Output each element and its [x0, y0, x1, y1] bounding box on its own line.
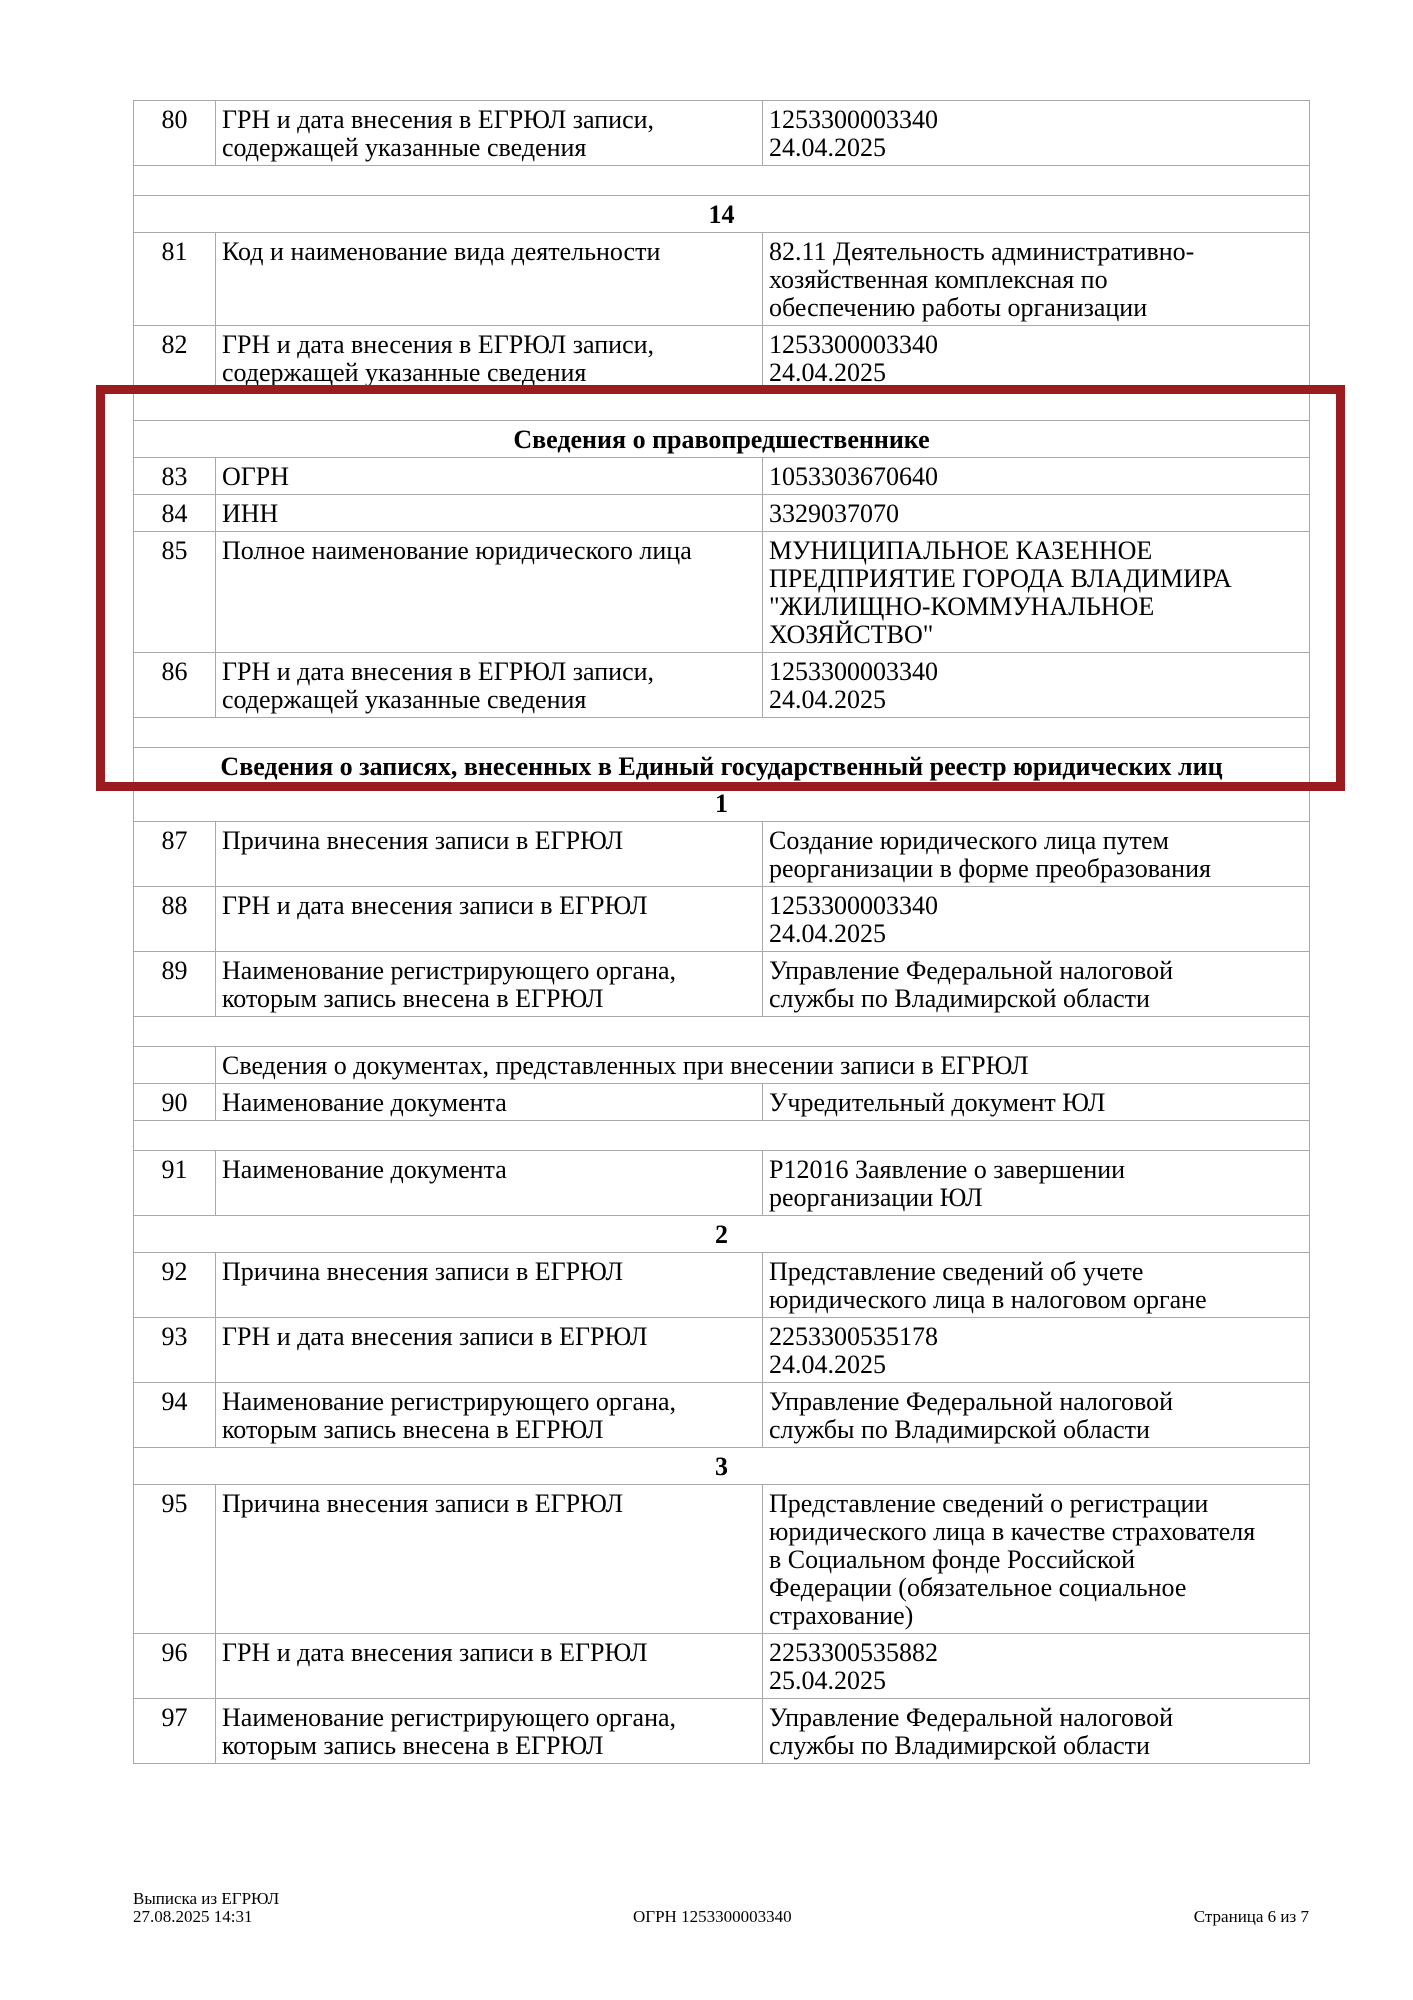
- footer-page-number: Страница 6 из 7: [1193, 1907, 1309, 1926]
- table-row: [134, 653, 1310, 718]
- footer-ogrn: ОГРН 1253300003340: [633, 1907, 792, 1926]
- record-group-number: 2: [134, 1216, 1310, 1253]
- table-row: [134, 1084, 1310, 1121]
- row-value: 1253300003340 24.04.2025: [763, 653, 1310, 718]
- section-header-row: [134, 196, 1310, 233]
- row-number: 97: [134, 1699, 216, 1764]
- row-number: 84: [134, 495, 216, 532]
- row-number: 81: [134, 233, 216, 326]
- row-value: Представление сведений об учете юридического лица в налоговом органе: [763, 1253, 1310, 1318]
- table-row: [134, 1699, 1310, 1764]
- footer-doc-info: [133, 1890, 279, 1926]
- egrul-table: [133, 100, 1310, 1764]
- row-value: 1253300003340 24.04.2025: [763, 887, 1310, 952]
- row-number: 91: [134, 1151, 216, 1216]
- table-row: [134, 1485, 1310, 1634]
- row-value: Представление сведений о регистрации юридического лица в качестве страхователя в Социальном фонде Российской Федерации (обязательное социальное страхование): [763, 1485, 1310, 1634]
- documents-title: Сведения о документах, представленных при внесении записи в ЕГРЮЛ: [216, 1047, 1310, 1084]
- table-row: [134, 532, 1310, 653]
- row-label: Причина внесения записи в ЕГРЮЛ: [216, 1253, 763, 1318]
- row-value: Учредительный документ ЮЛ: [763, 1084, 1310, 1121]
- row-number: 86: [134, 653, 216, 718]
- row-label: ИНН: [216, 495, 763, 532]
- row-number: 92: [134, 1253, 216, 1318]
- empty-cell: [134, 1047, 216, 1084]
- predecessor-title: Сведения о правопредшественнике: [134, 421, 1310, 458]
- predecessor-header-row: [134, 421, 1310, 458]
- row-value: Р12016 Заявление о завершении реорганизации ЮЛ: [763, 1151, 1310, 1216]
- row-number: 82: [134, 326, 216, 391]
- egrul-extract-page: [133, 100, 1309, 1764]
- row-label: ГРН и дата внесения записи в ЕГРЮЛ: [216, 887, 763, 952]
- documents-subheader-row: [134, 1047, 1310, 1084]
- row-value: 2253300535882 25.04.2025: [763, 1634, 1310, 1699]
- table-row: [134, 326, 1310, 391]
- table-row: [134, 952, 1310, 1017]
- row-number: 85: [134, 532, 216, 653]
- row-value: Управление Федеральной налоговой службы по Владимирской области: [763, 1383, 1310, 1448]
- row-label: ГРН и дата внесения в ЕГРЮЛ записи, содержащей указанные сведения: [216, 653, 763, 718]
- table-row: [134, 1253, 1310, 1318]
- row-label: Причина внесения записи в ЕГРЮЛ: [216, 822, 763, 887]
- table-row: [134, 458, 1310, 495]
- row-number: 89: [134, 952, 216, 1017]
- row-label: Код и наименование вида деятельности: [216, 233, 763, 326]
- record-group-number: 3: [134, 1448, 1310, 1485]
- row-label: Наименование документа: [216, 1151, 763, 1216]
- row-value: МУНИЦИПАЛЬНОЕ КАЗЕННОЕ ПРЕДПРИЯТИЕ ГОРОДА ВЛАДИМИРА "ЖИЛИЩНО-КОММУНАЛЬНОЕ ХОЗЯЙСТВО": [763, 532, 1310, 653]
- row-number: 90: [134, 1084, 216, 1121]
- row-value: 1253300003340 24.04.2025: [763, 326, 1310, 391]
- row-number: 94: [134, 1383, 216, 1448]
- row-label: Наименование регистрирующего органа, которым запись внесена в ЕГРЮЛ: [216, 1383, 763, 1448]
- row-label: ГРН и дата внесения в ЕГРЮЛ записи, содержащей указанные сведения: [216, 326, 763, 391]
- row-label: ГРН и дата внесения в ЕГРЮЛ записи, содержащей указанные сведения: [216, 101, 763, 166]
- row-value: 2253300535178 24.04.2025: [763, 1318, 1310, 1383]
- row-label: Причина внесения записи в ЕГРЮЛ: [216, 1485, 763, 1634]
- row-number: 80: [134, 101, 216, 166]
- row-value: 82.11 Деятельность административно- хозяйственная комплексная по обеспечению работы организации: [763, 233, 1310, 326]
- records-title: Сведения о записях, внесенных в Единый государственный реестр юридических лиц: [134, 748, 1310, 785]
- table-row: [134, 233, 1310, 326]
- row-value: Создание юридического лица путем реорганизации в форме преобразования: [763, 822, 1310, 887]
- section-header-row: [134, 1216, 1310, 1253]
- row-value: Управление Федеральной налоговой службы по Владимирской области: [763, 1699, 1310, 1764]
- row-label: ОГРН: [216, 458, 763, 495]
- row-label: Наименование регистрирующего органа, которым запись внесена в ЕГРЮЛ: [216, 1699, 763, 1764]
- row-value: Управление Федеральной налоговой службы по Владимирской области: [763, 952, 1310, 1017]
- row-label: Наименование документа: [216, 1084, 763, 1121]
- spacer-row: [134, 391, 1310, 421]
- row-label: ГРН и дата внесения записи в ЕГРЮЛ: [216, 1634, 763, 1699]
- row-number: 96: [134, 1634, 216, 1699]
- section-header-row: [134, 785, 1310, 822]
- records-header-row: [134, 748, 1310, 785]
- footer-doc-name: Выписка из ЕГРЮЛ: [133, 1889, 280, 1908]
- row-number: 93: [134, 1318, 216, 1383]
- spacer-row: [134, 718, 1310, 748]
- row-label: ГРН и дата внесения записи в ЕГРЮЛ: [216, 1318, 763, 1383]
- spacer-row: [134, 166, 1310, 196]
- table-row: [134, 1151, 1310, 1216]
- row-value: 1253300003340 24.04.2025: [763, 101, 1310, 166]
- table-row: [134, 822, 1310, 887]
- row-number: 95: [134, 1485, 216, 1634]
- row-number: 83: [134, 458, 216, 495]
- table-row: [134, 495, 1310, 532]
- spacer-row: [134, 1017, 1310, 1047]
- spacer-row: [134, 1121, 1310, 1151]
- row-number: 87: [134, 822, 216, 887]
- row-number: 88: [134, 887, 216, 952]
- row-label: Полное наименование юридического лица: [216, 532, 763, 653]
- row-value: 3329037070: [763, 495, 1310, 532]
- section-header-row: [134, 1448, 1310, 1485]
- row-label: Наименование регистрирующего органа, которым запись внесена в ЕГРЮЛ: [216, 952, 763, 1017]
- table-row: [134, 101, 1310, 166]
- row-value: 1053303670640: [763, 458, 1310, 495]
- table-row: [134, 1318, 1310, 1383]
- table-row: [134, 1634, 1310, 1699]
- record-group-number: 1: [134, 785, 1310, 822]
- section-number: 14: [134, 196, 1310, 233]
- table-row: [134, 887, 1310, 952]
- table-row: [134, 1383, 1310, 1448]
- footer-datetime: 27.08.2025 14:31: [133, 1907, 253, 1926]
